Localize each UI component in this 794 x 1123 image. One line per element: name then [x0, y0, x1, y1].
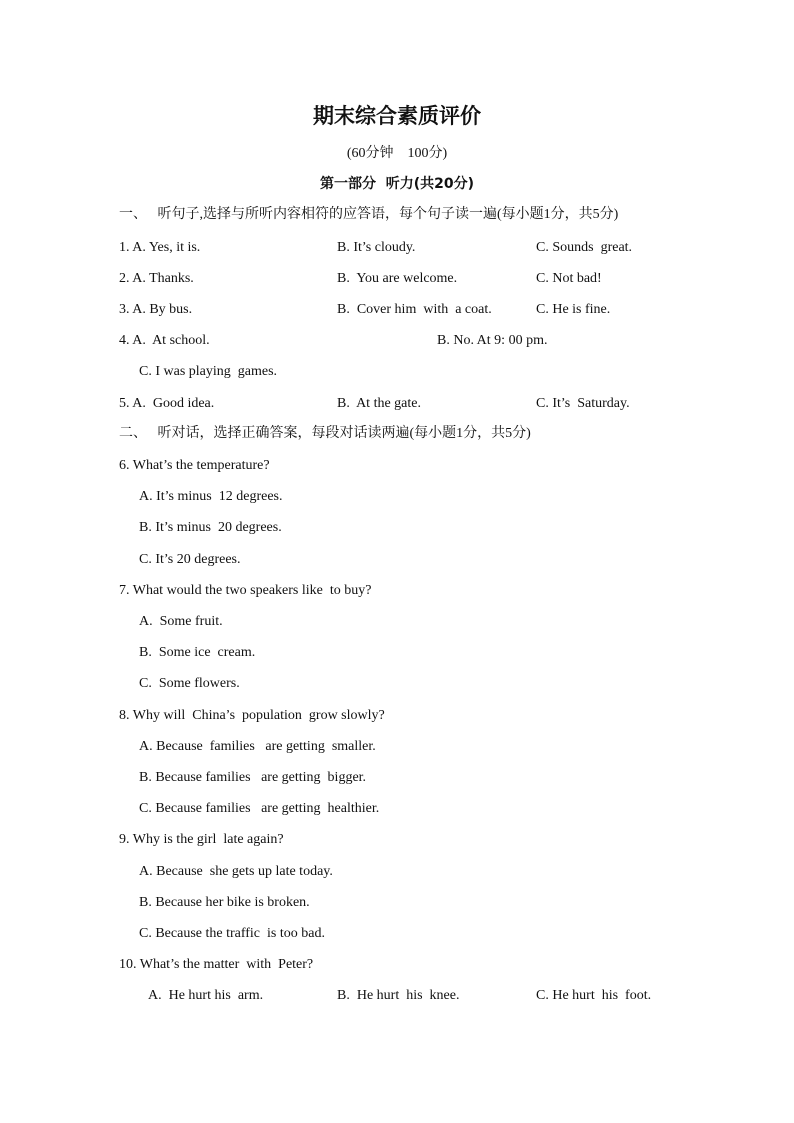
q10-option-a: A. He hurt his arm.: [148, 988, 264, 1003]
section2-heading: 二、 听对话，选择正确答案，每段对话读两遍(每小题1分，共5分): [119, 426, 531, 441]
q7-option-b: B. Some ice cream.: [139, 645, 256, 660]
page-title: 期末综合素质评价: [313, 104, 481, 128]
q6-option-a: A. It’s minus 12 degrees.: [139, 489, 283, 504]
part1-heading: 第一部分 听力(共20分): [319, 176, 475, 192]
q10-option-c: C. He hurt his foot.: [536, 988, 652, 1003]
q6-stem: 6. What’s the temperature?: [119, 458, 270, 473]
q2-option-c: C. Not bad!: [536, 271, 602, 286]
time-score: (60分钟 100分): [346, 146, 448, 161]
q3-option-b: B. Cover him with a coat.: [337, 302, 492, 317]
q9-option-a: A. Because she gets up late today.: [139, 864, 333, 879]
q3-option-a: 3. A. By bus.: [119, 302, 193, 317]
q4-option-b: B. No. At 9: 00 pm.: [437, 333, 548, 348]
section1-heading: 一、 听句子,选择与所听内容相符的应答语，每个句子读一遍(每小题1分，共5分): [119, 207, 619, 222]
q9-option-b: B. Because her bike is broken.: [139, 895, 310, 910]
q4-option-a: 4. A. At school.: [119, 333, 210, 348]
q8-stem: 8. Why will China’s population grow slowly?: [119, 708, 385, 723]
q1-option-b: B. It’s cloudy.: [337, 240, 416, 255]
q2-option-b: B. You are welcome.: [337, 271, 458, 286]
q7-option-a: A. Some fruit.: [139, 614, 223, 629]
q10-option-b: B. He hurt his knee.: [337, 988, 460, 1003]
q7-stem: 7. What would the two speakers like to buy?: [119, 583, 372, 598]
q5-option-a: 5. A. Good idea.: [119, 396, 215, 411]
q1-option-c: C. Sounds great.: [536, 240, 633, 255]
q9-stem: 9. Why is the girl late again?: [119, 832, 284, 847]
q10-stem: 10. What’s the matter with Peter?: [119, 957, 314, 972]
q3-option-c: C. He is fine.: [536, 302, 611, 317]
q9-option-c: C. Because the traffic is too bad.: [139, 926, 325, 941]
q1-option-a: 1. A. Yes, it is.: [119, 240, 201, 255]
q6-option-c: C. It’s 20 degrees.: [139, 552, 241, 567]
q8-option-b: B. Because families are getting bigger.: [139, 770, 367, 785]
q8-option-c: C. Because families are getting healthier.: [139, 801, 380, 816]
q2-option-a: 2. A. Thanks.: [119, 271, 194, 286]
q6-option-b: B. It’s minus 20 degrees.: [139, 520, 282, 535]
q4-option-c: C. I was playing games.: [139, 364, 278, 379]
q5-option-c: C. It’s Saturday.: [536, 396, 630, 411]
q7-option-c: C. Some flowers.: [139, 676, 240, 691]
q5-option-b: B. At the gate.: [337, 396, 421, 411]
q8-option-a: A. Because families are getting smaller.: [139, 739, 376, 754]
